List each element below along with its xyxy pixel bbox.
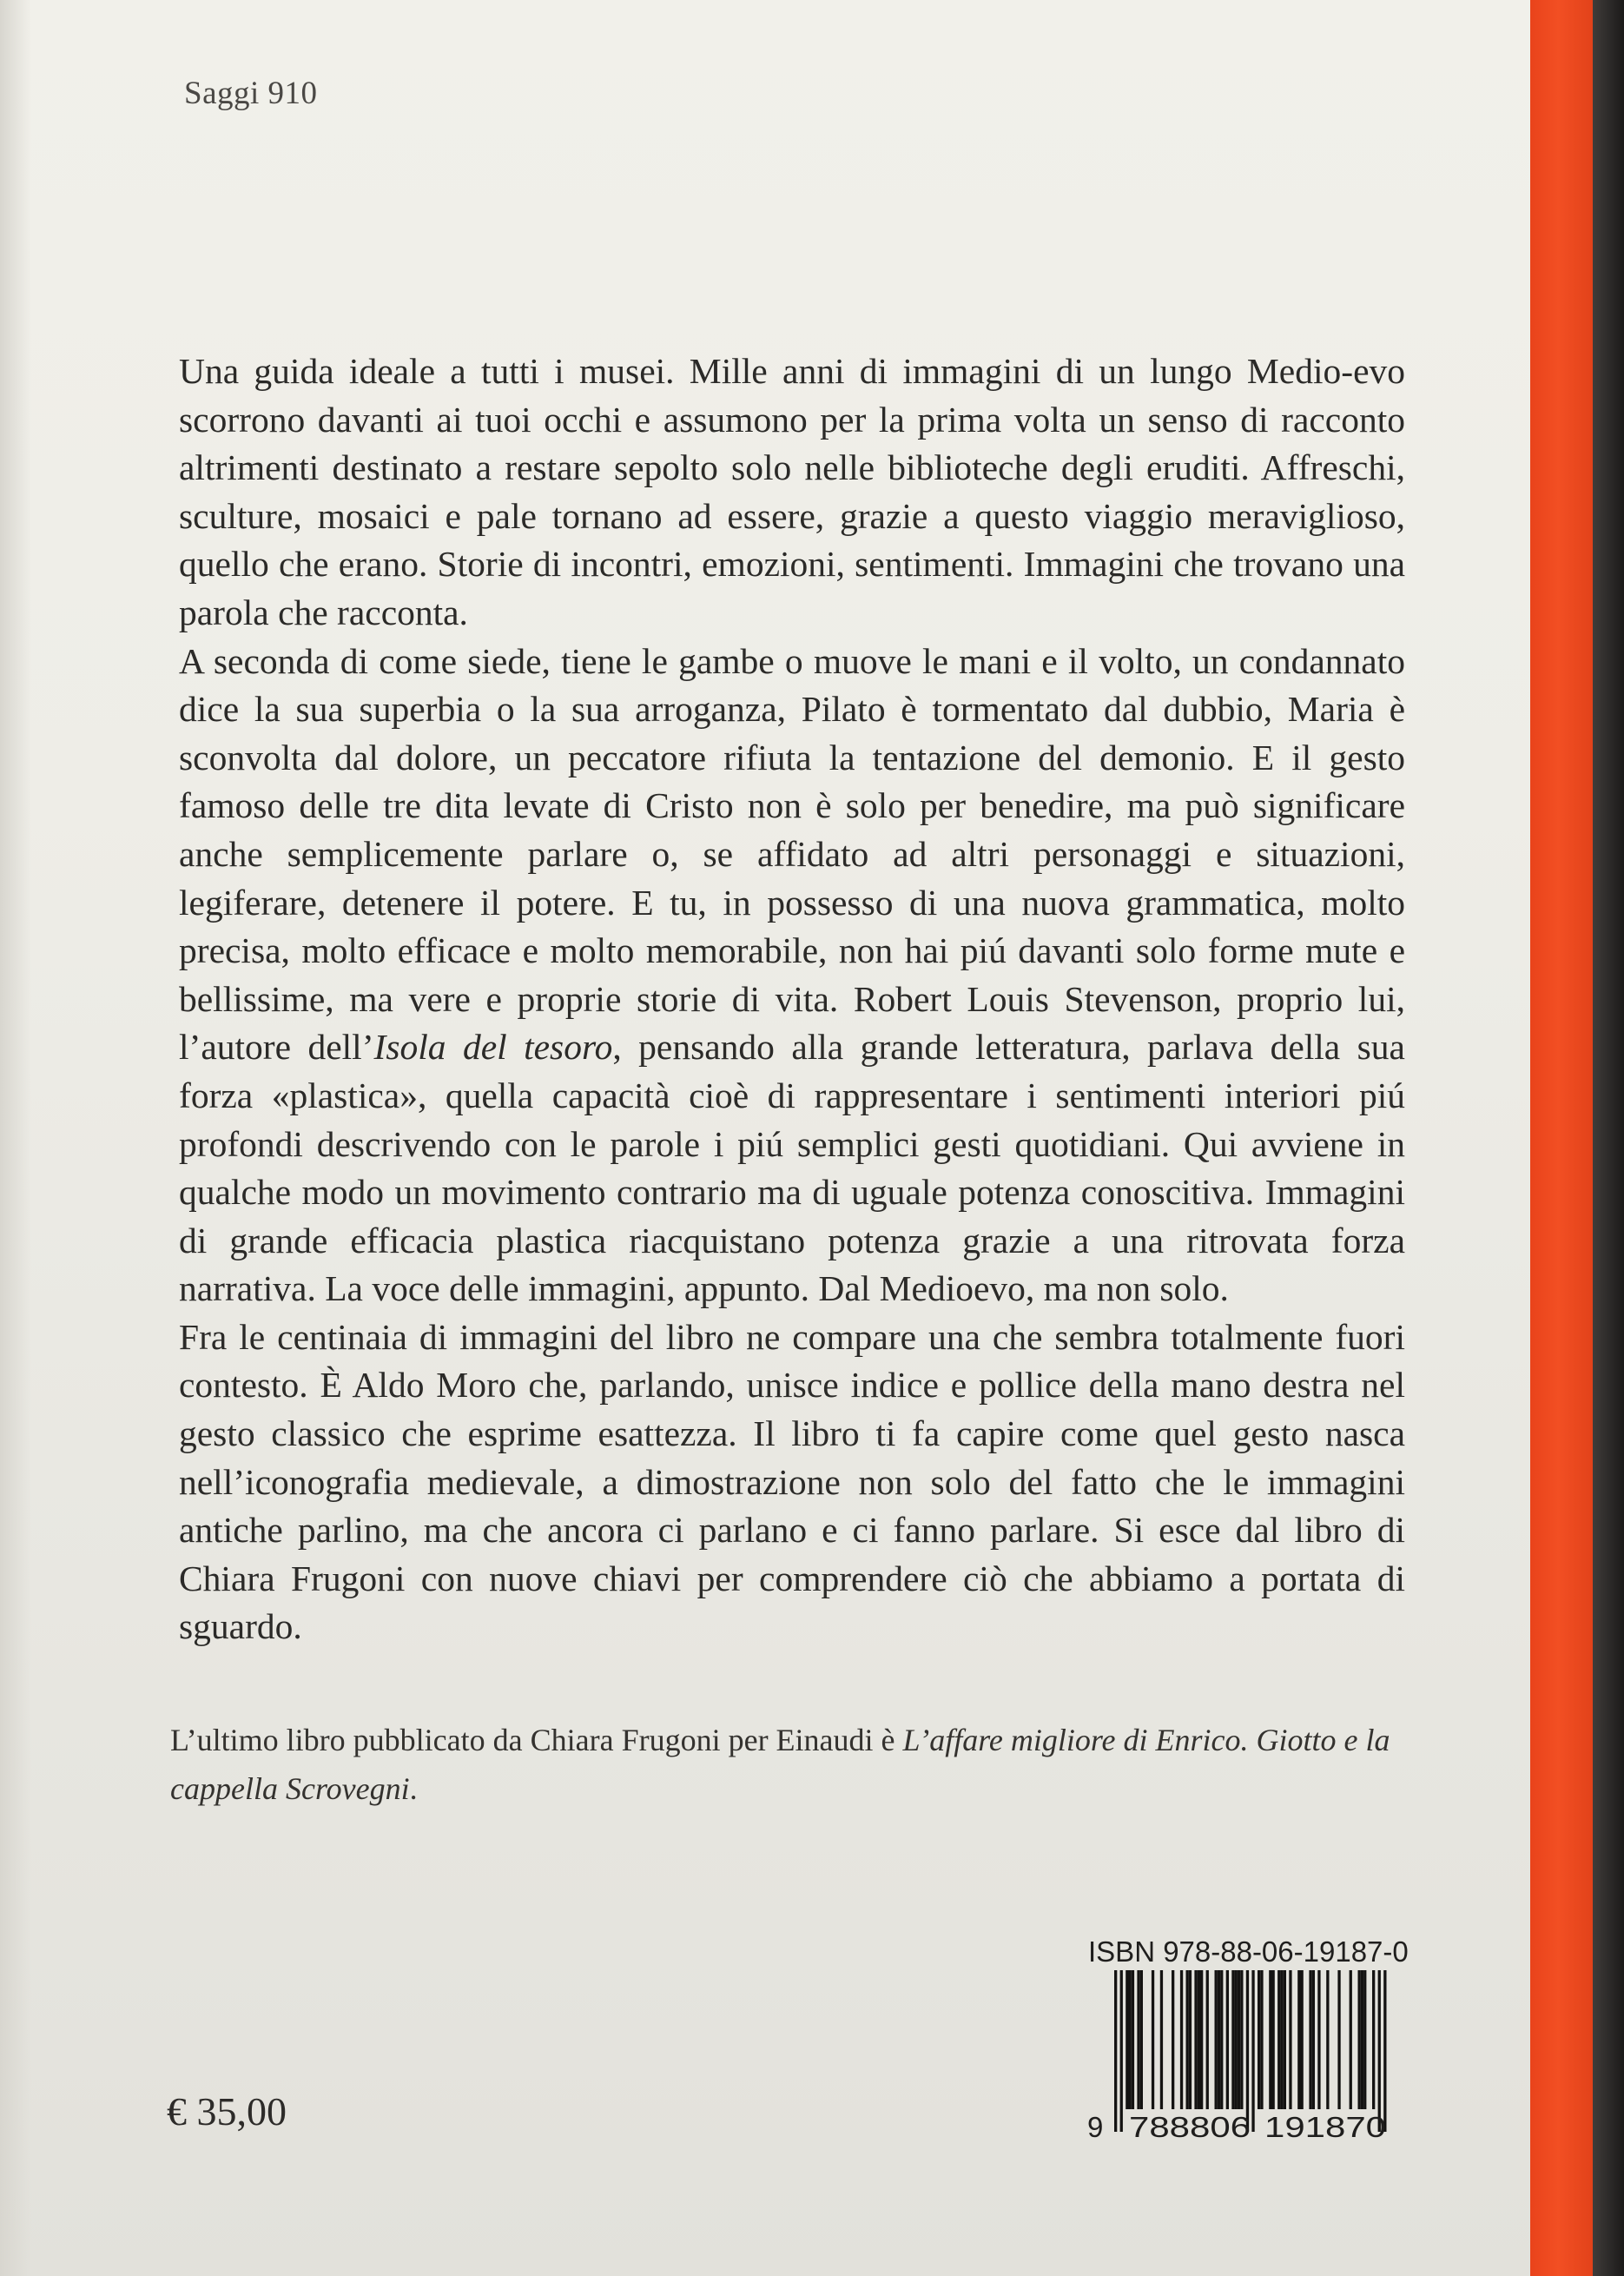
barcode-bar <box>1361 1970 1363 2109</box>
barcode-bar <box>1269 1970 1271 2109</box>
barcode-bar <box>1140 1970 1143 2109</box>
barcode-bar <box>1200 1970 1203 2109</box>
author-note <box>170 1716 1421 1813</box>
barcode <box>1086 1970 1424 2144</box>
barcode-bar <box>1358 1970 1361 2109</box>
barcode-bar <box>1194 1970 1197 2109</box>
barcode-bar <box>1363 1970 1366 2109</box>
price: € 35,00 <box>167 2089 287 2134</box>
barcode-bar <box>1350 1970 1352 2109</box>
barcode-bar <box>1251 1970 1254 2132</box>
barcode-bar <box>1238 1970 1240 2109</box>
barcode-bar <box>1280 1970 1283 2109</box>
barcode-bar <box>1160 1970 1163 2109</box>
barcode-bar <box>1337 1970 1340 2109</box>
barcode-bar <box>1272 1970 1275 2109</box>
blurb-paragraph-1: Una guida ideale a tutti i musei. Mille anni di immagini di un lungo Medio-evo scorrono davanti ai tuoi occhi e assumono per la prima volta un senso di racconto altrimenti destinato a restare sepolto solo nelle biblioteche degli eruditi. Affreschi, sculture, mosaici e pale tornano ad essere, grazie a questo viaggio meraviglioso, quello che erano. Storie di incontri, emozioni, sentimenti. Immagini che trovano una parola che racconta. <box>179 351 1405 632</box>
book-title-isola-del-tesoro: Isola del tesoro <box>373 1027 613 1068</box>
page-edge <box>1593 0 1624 2276</box>
barcode-bar <box>1235 1970 1238 2109</box>
barcode-bar <box>1378 1970 1381 2132</box>
blurb-paragraph-2 <box>179 638 1405 1313</box>
author-note-book-title: L’affare migliore di Enrico. Giotto e la cappella Scrovegni <box>170 1723 1390 1806</box>
barcode-bar <box>1126 1970 1128 2109</box>
barcode-bar <box>1198 1970 1200 2109</box>
barcode-bar <box>1372 1970 1375 2109</box>
barcode-bar <box>1231 1970 1234 2109</box>
barcode-bars <box>1114 1970 1387 2132</box>
barcode-bar <box>1240 1970 1243 2109</box>
barcode-bar <box>1186 1970 1189 2109</box>
blurb-paragraph-2-start: A seconda di come siede, tiene le gambe o muove le mani e il volto, un condannato dice la sua superbia o la sua arroganza, Pilato è tormentato dal dubbio, Maria è sconvolta dal dolore, un peccatore rifiuta la tentazione del demonio. E il gesto famoso delle tre dita levate di Cristo non è solo per benedire, ma può significare anche semplicemente parlare o, se affidato ad altri personaggi e situazioni, legiferare, detenere il potere. E tu, in possesso di una nuova grammatica, molto precisa, molto efficace e molto memorabile, non hai piú davanti solo forme mute e bellissime, ma vere e proprie storie di vita. Robert Louis Stevenson, proprio lui, l’autore dell’ <box>179 640 1405 1068</box>
author-note-text: L’ultimo libro pubblicato da Chiara Frugoni per Einaudi è <box>170 1723 903 1757</box>
barcode-bar <box>1218 1970 1220 2109</box>
cover-left-shadow <box>0 0 31 2276</box>
barcode-bar <box>1220 1970 1223 2109</box>
blurb <box>179 347 1405 1651</box>
barcode-bar <box>1189 1970 1192 2109</box>
barcode-bar <box>1258 1970 1260 2109</box>
barcode-bar <box>1326 1970 1329 2109</box>
barcode-bar <box>1383 1970 1386 2132</box>
barcode-bar <box>1309 1970 1311 2109</box>
barcode-bar <box>1260 1970 1263 2109</box>
barcode-bar <box>1301 1970 1304 2109</box>
barcode-bar <box>1312 1970 1315 2109</box>
barcode-bar <box>1180 1970 1183 2109</box>
barcode-digits-right: 191870 <box>1264 2111 1386 2143</box>
barcode-bar <box>1284 1970 1286 2109</box>
barcode-digit-lead: 9 <box>1087 2111 1104 2143</box>
barcode-bar <box>1152 1970 1154 2109</box>
barcode-bar <box>1289 1970 1291 2109</box>
barcode-bar <box>1120 1970 1123 2132</box>
isbn-block <box>1060 1935 1424 2144</box>
barcode-digits-left: 788806 <box>1129 2111 1251 2143</box>
barcode-bar <box>1215 1970 1218 2109</box>
barcode-bar <box>1132 1970 1134 2109</box>
barcode-bar <box>1297 1970 1300 2109</box>
barcode-bar <box>1129 1970 1132 2109</box>
barcode-bar <box>1277 1970 1280 2109</box>
blurb-paragraph-3: Fra le centinaia di immagini del libro ne compare una che sembra totalmente fuori contesto. È Aldo Moro che, parlando, unisce indice e pollice della mano destra nel gesto classico che esprime esattezza. Il libro ti fa capire come quel gesto nasca nell’iconografia medievale, a dimostrazione non solo del fatto che le immagini antiche parlino, ma che ancora ci parlano e ci fanno parlare. Si esce dal libro di Chiara Frugoni con nuove chiavi per comprendere ciò che abbiamo a portata di sguardo. <box>179 1316 1405 1647</box>
barcode-bar <box>1137 1970 1139 2109</box>
isbn-label: ISBN 978-88-06-19187-0 <box>1088 1935 1409 1968</box>
barcode-bar <box>1317 1970 1320 2109</box>
spine-edge <box>1530 0 1593 2276</box>
barcode-bar <box>1226 1970 1229 2109</box>
blurb-paragraph-2-end: , pensando alla grande letteratura, parlava della sua forza «plastica», quella capacità cioè di rappresentare i sentimenti interiori piú profondi descrivendo con le parole i piú semplici gesti quotidiani. Qui avviene in qualche modo un movimento contrario ma di uguale potenza conoscitiva. Immagini di grande efficacia plastica riacquistano potenza grazie a una ritrovata forza narrativa. La voce delle immagini, appunto. Dal Medioevo, ma non solo. <box>179 1027 1405 1309</box>
series-label: Saggi 910 <box>184 76 318 111</box>
barcode-bar <box>1246 1970 1249 2132</box>
barcode-bar <box>1172 1970 1174 2109</box>
author-note-end: . <box>409 1771 418 1806</box>
barcode-bar <box>1206 1970 1209 2109</box>
barcode-bar <box>1114 1970 1117 2132</box>
